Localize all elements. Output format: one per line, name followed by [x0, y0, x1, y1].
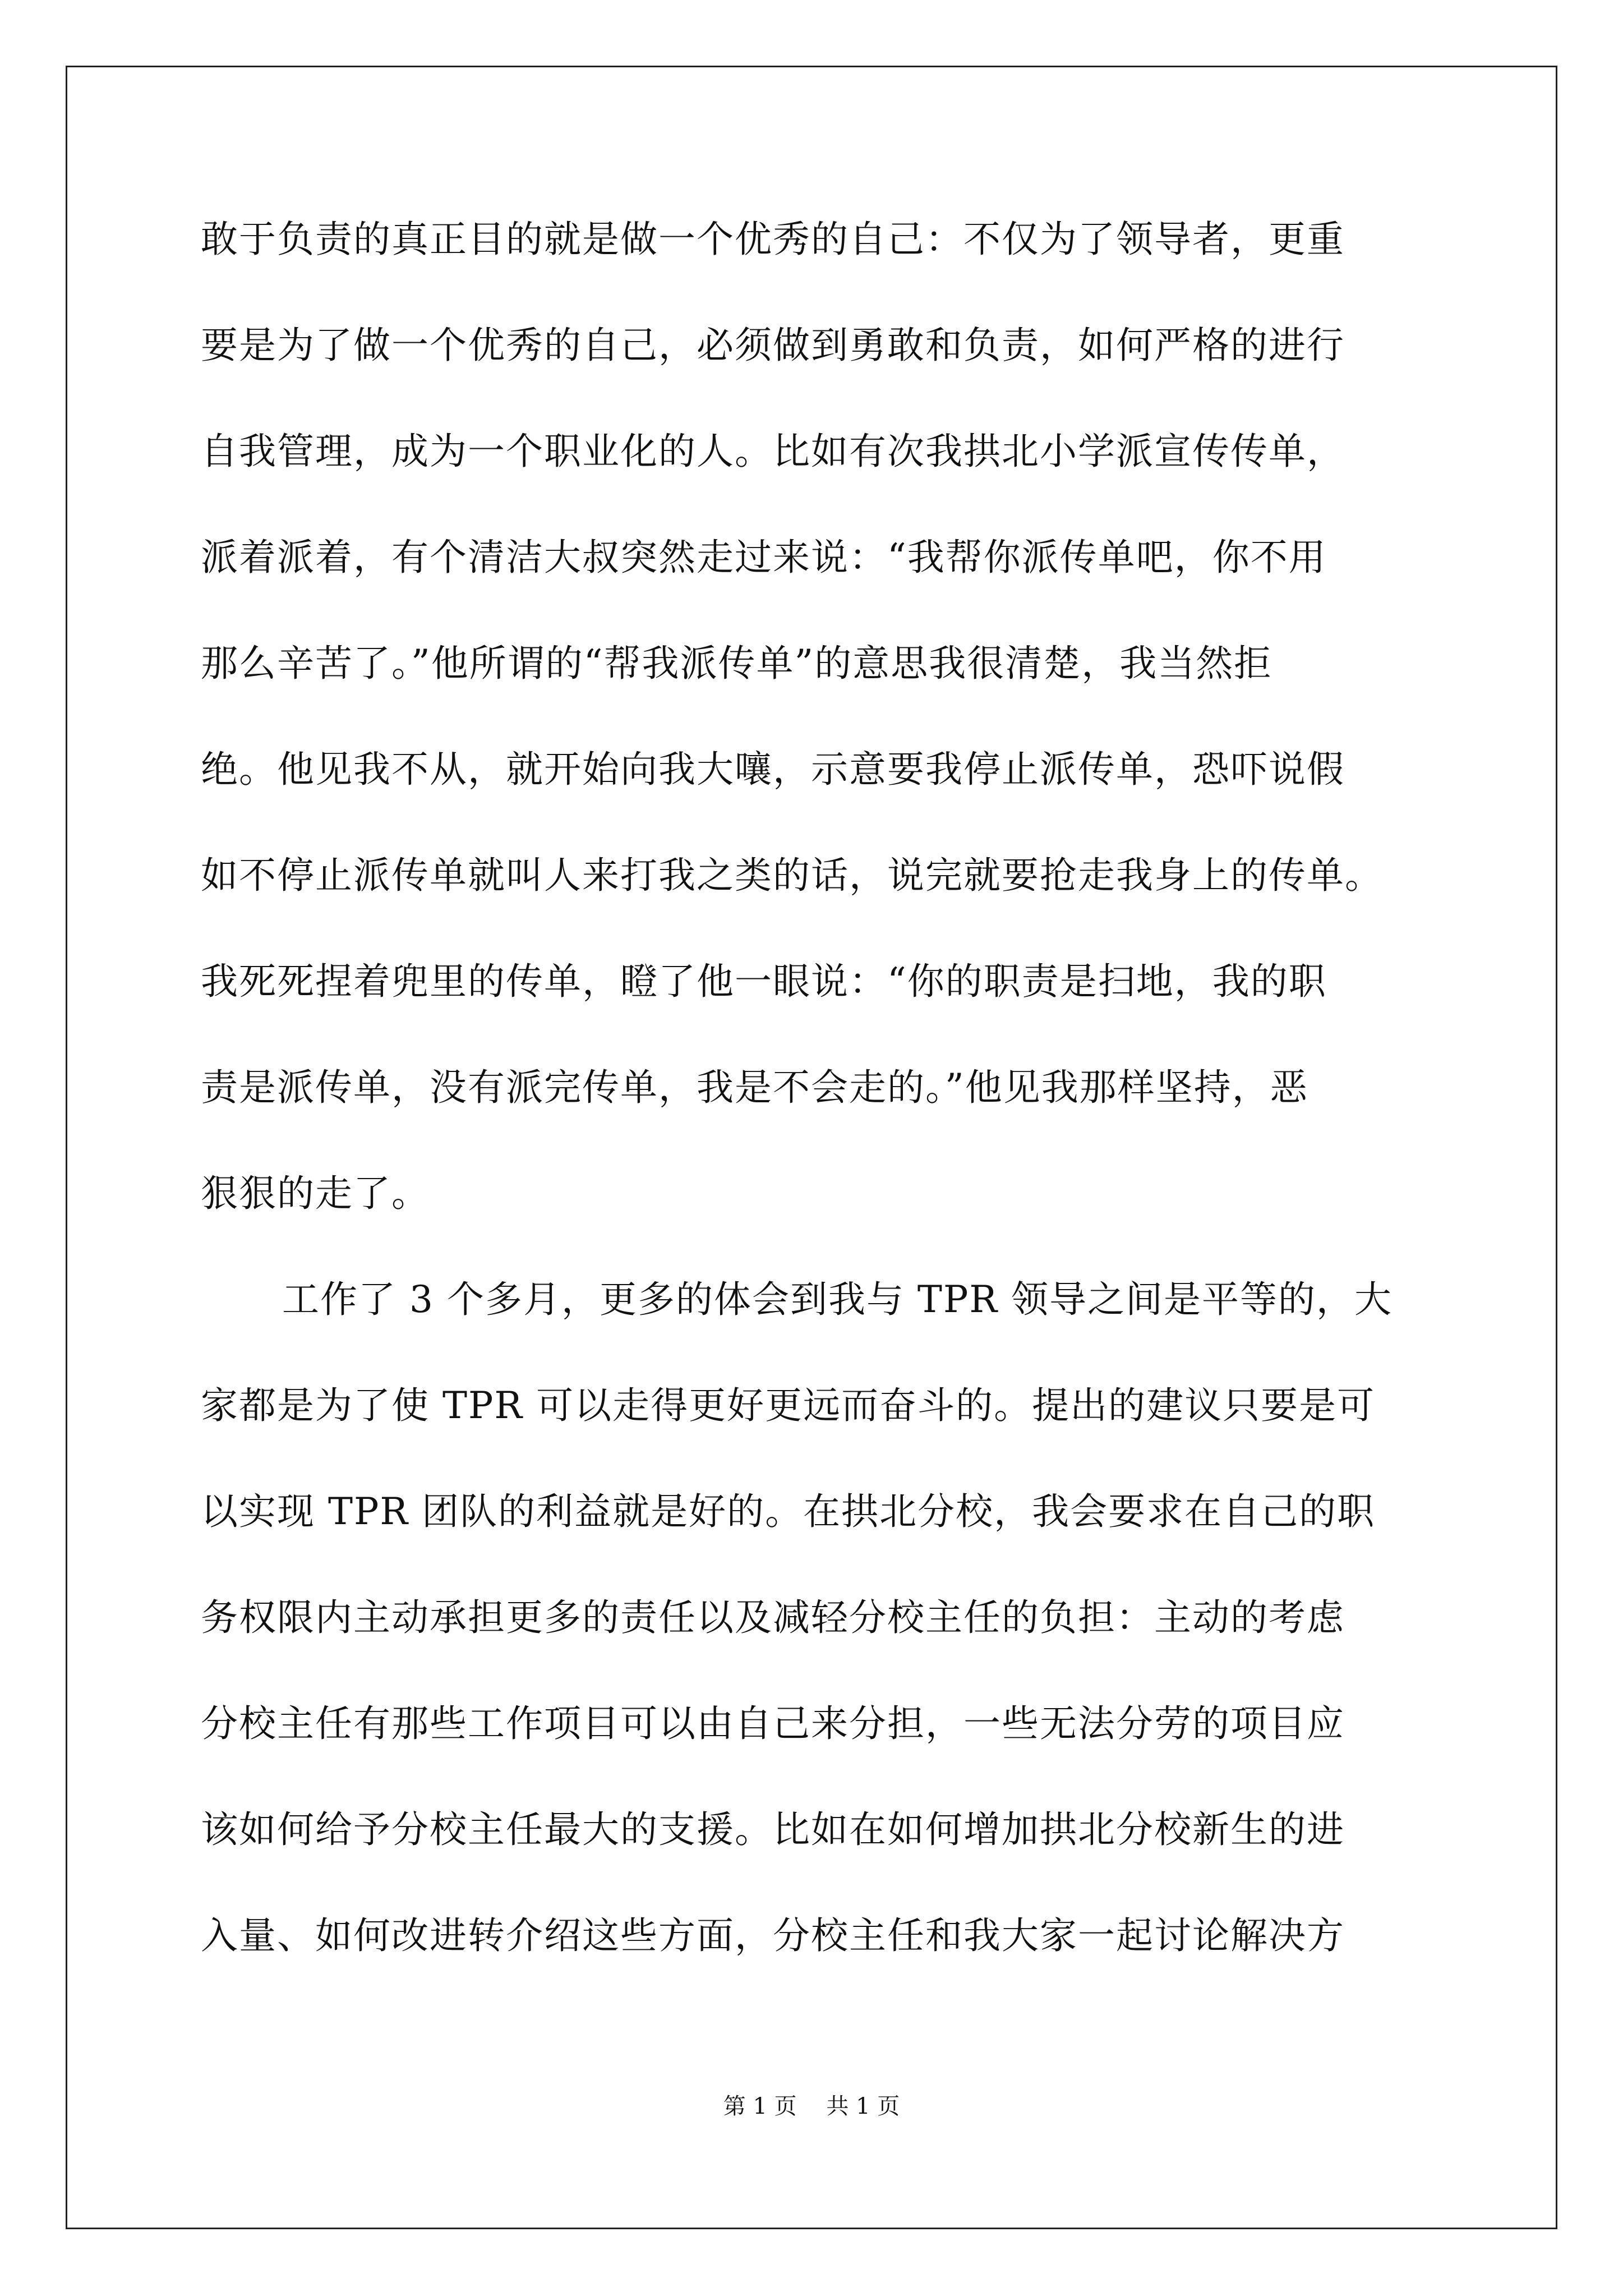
text-line: 以实现 TPR 团队的利益就是好的。在拱北分校，我会要求在自己的职 [201, 1490, 1376, 1533]
page-footer [0, 2092, 1623, 2120]
text-line: 责是派传单，没有派完传单，我是不会走的。”他见我那样坚持，恶 [201, 1066, 1308, 1109]
text-line: 狠狠的走了。 [201, 1172, 430, 1215]
text-line: 如不停止派传单就叫人来打我之类的话，说完就要抢走我身上的传单。 [201, 854, 1383, 897]
text-line: 我死死捏着兜里的传单，瞪了他一眼说：“你的职责是扫地，我的职 [201, 960, 1327, 1003]
text-line: 入量、如何改进转介绍这些方面，分校主任和我大家一起讨论解决方 [201, 1914, 1345, 1957]
document-body [201, 213, 1423, 2016]
text-line: 那么辛苦了。”他所谓的“帮我派传单”的意思我很清楚，我当然拒 [201, 642, 1272, 685]
text-line: 要是为了做一个优秀的自己，必须做到勇敢和负责，如何严格的进行 [201, 324, 1345, 367]
text-line: 敢于负责的真正目的就是做一个优秀的自己：不仅为了领导者，更重 [201, 218, 1345, 261]
page-number: 第 1 页 [723, 2093, 797, 2119]
paragraph-start-line: 工作了 3 个多月，更多的体会到我与 TPR 领导之间是平等的，大 [282, 1278, 1393, 1321]
text-line: 该如何给予分校主任最大的支援。比如在如何增加拱北分校新生的进 [201, 1808, 1345, 1851]
text-line: 务权限内主动承担更多的责任以及减轻分校主任的负担：主动的考虑 [201, 1596, 1345, 1639]
text-line: 自我管理，成为一个职业化的人。比如有次我拱北小学派宣传传单， [201, 430, 1345, 473]
text-line: 家都是为了使 TPR 可以走得更好更远而奋斗的。提出的建议只要是可 [201, 1384, 1376, 1427]
page-total: 共 1 页 [826, 2093, 900, 2119]
text-line: 派着派着，有个清洁大叔突然走过来说：“我帮你派传单吧，你不用 [201, 536, 1327, 579]
text-line: 分校主任有那些工作项目可以由自己来分担，一些无法分劳的项目应 [201, 1702, 1345, 1745]
text-line: 绝。他见我不从，就开始向我大嚷，示意要我停止派传单，恐吓说假 [201, 748, 1345, 791]
